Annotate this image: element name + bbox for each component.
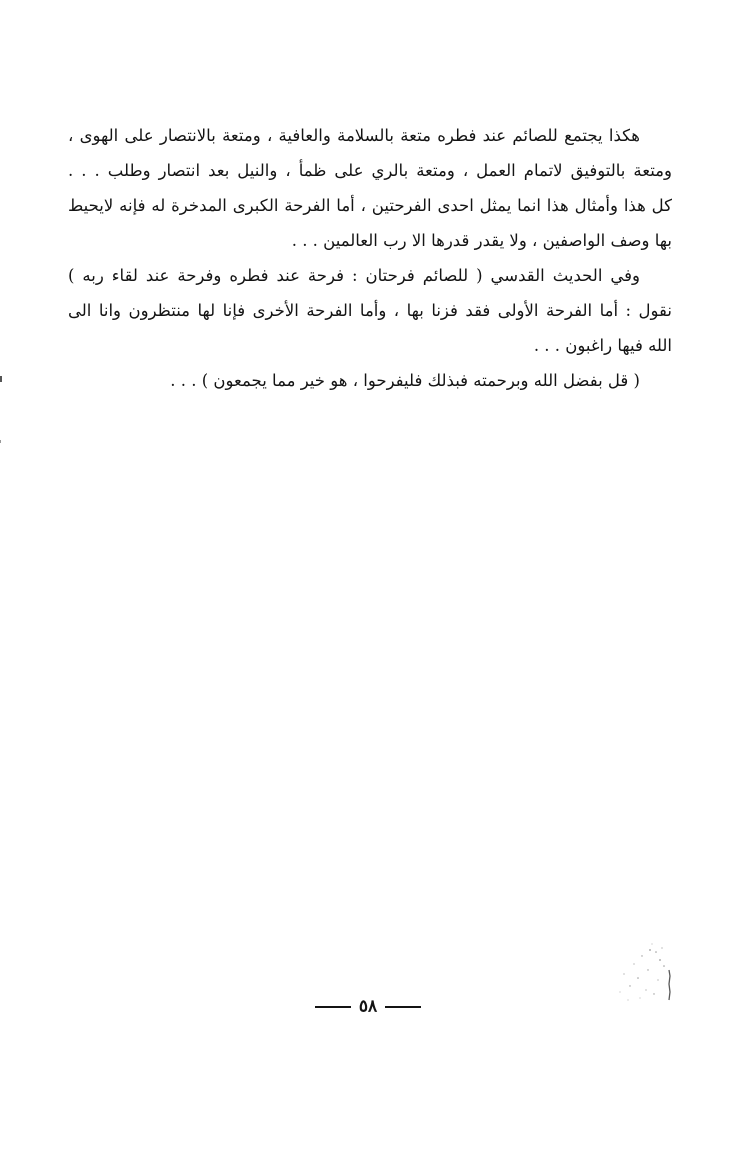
paragraph-1-line-4: بها وصف الواصفين ، ولا يقدر قدرها الا رب العالمين . . . (291, 231, 672, 250)
page-number-value: ٥٨ (358, 996, 378, 1017)
paragraph-1-line-2: ومتعة بالتوفيق لاتمام العمل ، ومتعة بالري على ظمأ ، والنيل بعد انتصار وطلب . . . (68, 161, 672, 180)
paragraph-2-line-3: الله فيها راغبون . . . (533, 336, 672, 355)
scan-corner-smudge (612, 940, 674, 1006)
scan-margin-mark (0, 376, 2, 382)
paragraph-1-line-3: كل هذا وأمثال هذا انما يمثل احدى الفرحتين ، أما الفرحة الكبرى المدخرة له فإنه لايحيط (68, 196, 672, 215)
paragraph-2-line-2: نقول : أما الفرحة الأولى فقد فزنا بها ، وأما الفرحة الأخرى فإنا لها منتظرون وانا الى (68, 301, 672, 320)
page-number-dash-right (385, 1006, 421, 1008)
page-body-text (68, 118, 672, 398)
paragraph-2-line-1: وفي الحديث القدسي ( للصائم فرحتان : فرحة عند فطره وفرحة عند لقاء ربه ) (68, 266, 640, 285)
quran-verse-line: ( قل بفضل الله وبرحمته فبذلك فليفرحوا ، هو خير مما يجمعون ) . . . (170, 371, 640, 390)
scan-margin-mark (0, 440, 1, 443)
page-number-dash-left (315, 1006, 351, 1008)
paragraph-1-line-1: هكذا يجتمع للصائم عند فطره متعة بالسلامة والعافية ، ومتعة بالانتصار على الهوى ، (68, 126, 640, 145)
